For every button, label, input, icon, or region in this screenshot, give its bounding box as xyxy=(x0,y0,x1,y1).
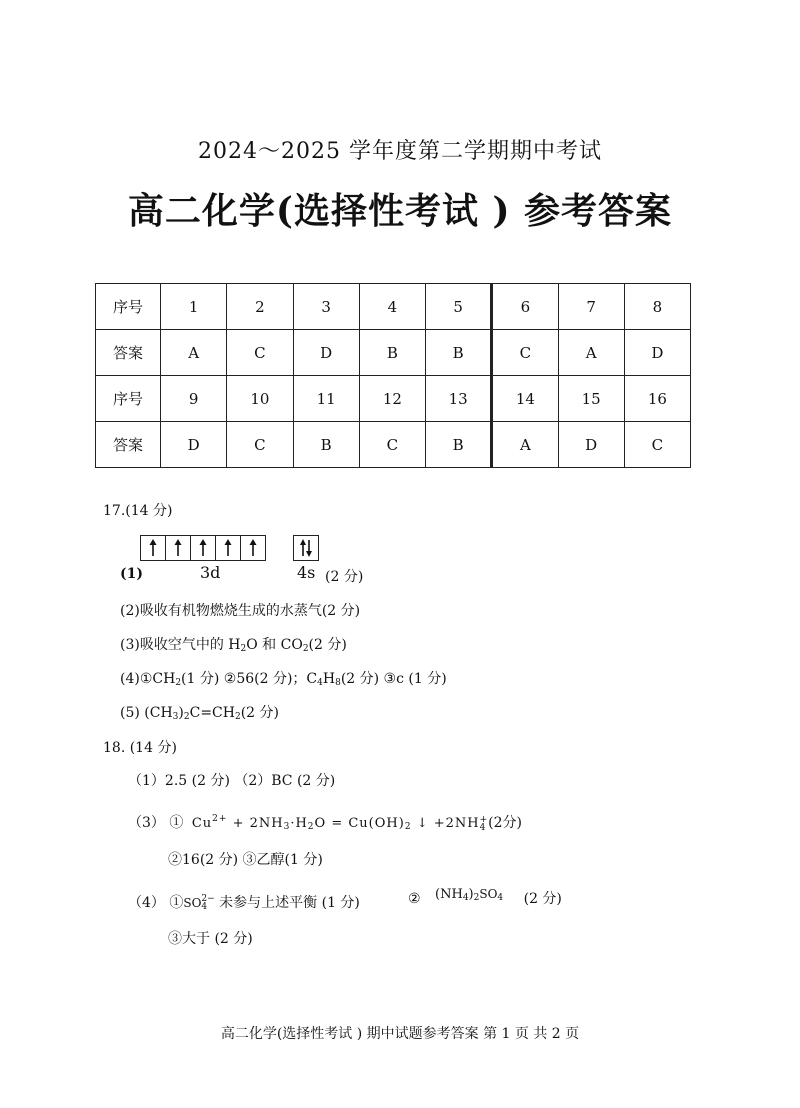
subscript: 3 xyxy=(283,822,291,832)
table-row xyxy=(96,422,691,468)
subscript: 2 xyxy=(234,712,241,722)
q17-p2: (2)吸收有机物燃烧生成的水蒸气(2 分) xyxy=(120,603,361,619)
q17-p4-text: H xyxy=(322,671,336,687)
q17-p5-score: (2 分) xyxy=(240,705,279,721)
table-cell: D xyxy=(558,422,624,468)
formula-part: (NH xyxy=(435,887,463,902)
subscript: 4 xyxy=(497,893,504,903)
table-cell: B xyxy=(426,422,492,468)
q18-heading: 18. (14 分) xyxy=(103,740,177,756)
up-arrow-icon xyxy=(215,535,240,561)
q18-p4-line2: ③大于 (2 分) xyxy=(168,931,253,947)
orbital-4s xyxy=(293,535,319,561)
table-cell: 9 xyxy=(161,376,227,422)
eq-part: O = Cu(OH) xyxy=(314,816,405,831)
main-title: 高二化学(选择性考试 ) 参考答案 xyxy=(127,190,673,232)
subscript: 4 xyxy=(462,893,469,903)
subscript: 2 xyxy=(404,822,412,832)
answer-table xyxy=(95,283,691,468)
q17-p4-text: (1 分) ②56(2 分)；C xyxy=(181,671,318,687)
table-cell: 4 xyxy=(359,284,425,330)
row-header-cell: 序号 xyxy=(96,376,161,422)
superscript: 2− xyxy=(201,894,215,904)
superscript: + xyxy=(479,814,489,825)
q18-p4-label: （4） ① xyxy=(128,895,184,911)
q17-p5-text: ) xyxy=(178,705,184,721)
eq-part: ·H xyxy=(290,816,308,831)
table-cell: 13 xyxy=(426,376,492,422)
q18-p3-line2: ②16(2 分) ③乙醇(1 分) xyxy=(168,852,323,868)
table-cell: B xyxy=(359,330,425,376)
q17-p3-text: O 和 CO xyxy=(246,637,303,653)
q17-p3 xyxy=(120,634,347,654)
q18-p4b-label: ② xyxy=(408,891,421,907)
table-cell: C xyxy=(624,422,690,468)
q18-p4b-score: (2 分) xyxy=(523,891,562,907)
table-cell: 5 xyxy=(426,284,492,330)
table-row xyxy=(96,284,691,330)
table-cell: A xyxy=(492,422,558,468)
up-arrow-icon xyxy=(165,535,190,561)
page-footer: 高二化学(选择性考试 ) 期中试题参考答案 第 1 页 共 2 页 xyxy=(220,1026,580,1042)
table-cell: 14 xyxy=(492,376,558,422)
subscript: 8 xyxy=(335,678,341,688)
table-cell: C xyxy=(492,330,558,376)
exam-title: 2024～2025 学年度第二学期期中考试 xyxy=(198,139,602,164)
table-cell: 7 xyxy=(558,284,624,330)
table-cell: C xyxy=(227,330,293,376)
q18-p4-text: 未参与上述平衡 (1 分) xyxy=(214,895,360,911)
q18-p4b xyxy=(408,888,562,908)
q18-p4 xyxy=(128,892,360,912)
table-cell: 2 xyxy=(227,284,293,330)
eq-part: ↓ +2NH xyxy=(416,816,480,831)
q17-heading: 17.(14 分) xyxy=(103,503,173,519)
subscript: 2 xyxy=(183,712,190,722)
eq-part: Cu xyxy=(191,816,213,831)
q17-p4-text: (4)①CH xyxy=(120,671,176,687)
q17-p4-text: (2 分) ③c (1 分) xyxy=(340,671,447,687)
table-cell: 3 xyxy=(293,284,359,330)
table-cell: C xyxy=(227,422,293,468)
table-cell: 15 xyxy=(558,376,624,422)
table-cell: 1 xyxy=(161,284,227,330)
formula-part: SO xyxy=(479,887,498,901)
superscript: 2+ xyxy=(212,814,228,824)
subscript: 4 xyxy=(479,822,487,833)
subscript: 3 xyxy=(172,712,179,722)
subscript: 2 xyxy=(307,822,315,832)
orbital-3d-label: 3d xyxy=(200,563,221,582)
subscript: 2 xyxy=(473,893,480,903)
subscript: 4 xyxy=(317,678,323,688)
sulfate-ion: SO xyxy=(183,896,202,910)
table-cell: 6 xyxy=(492,284,558,330)
table-cell: 10 xyxy=(227,376,293,422)
subscript: 2 xyxy=(240,644,247,654)
q18-p3-score: (2分) xyxy=(488,815,522,831)
table-cell: B xyxy=(426,330,492,376)
q17-p4 xyxy=(120,668,447,688)
q18-p3 xyxy=(128,812,522,832)
q17-p5 xyxy=(120,702,279,722)
up-arrow-icon xyxy=(140,535,165,561)
table-cell: 12 xyxy=(359,376,425,422)
up-arrow-icon xyxy=(190,535,215,561)
row-header-cell: 序号 xyxy=(96,284,161,330)
table-row xyxy=(96,330,691,376)
equation xyxy=(192,816,488,831)
q17-p1-score: (2 分) xyxy=(325,569,364,585)
table-cell: 16 xyxy=(624,376,690,422)
table-cell: A xyxy=(161,330,227,376)
subscript: 2 xyxy=(302,644,309,654)
q17-p1-label: (1) xyxy=(120,566,143,582)
orbital-4s-label: 4s xyxy=(297,563,316,582)
table-cell: A xyxy=(558,330,624,376)
subscript: 4 xyxy=(201,902,208,912)
subscript: 2 xyxy=(175,678,182,688)
table-row xyxy=(96,376,691,422)
table-cell: 11 xyxy=(293,376,359,422)
up-down-arrow-icon xyxy=(293,535,319,561)
table-cell: C xyxy=(359,422,425,468)
row-header-cell: 答案 xyxy=(96,330,161,376)
q17-p3-score: (2 分) xyxy=(308,637,347,653)
q17-p3-text: (3)吸收空气中的 H xyxy=(120,637,241,653)
row-header-cell: 答案 xyxy=(96,422,161,468)
q17-p5-text: (5) (CH xyxy=(120,705,173,721)
q17-p5-text: C=CH xyxy=(189,705,235,721)
orbital-3d xyxy=(140,535,266,561)
table-cell: D xyxy=(624,330,690,376)
table-cell: D xyxy=(161,422,227,468)
q18-p1: （1）2.5 (2 分) （2）BC (2 分) xyxy=(128,773,336,789)
up-arrow-icon xyxy=(240,535,266,561)
table-cell: B xyxy=(293,422,359,468)
table-cell: D xyxy=(293,330,359,376)
formula-part: ) xyxy=(468,887,474,902)
q18-p3-label: （3） ① xyxy=(128,815,184,831)
table-cell: 8 xyxy=(624,284,690,330)
eq-part: + 2NH xyxy=(232,816,284,831)
